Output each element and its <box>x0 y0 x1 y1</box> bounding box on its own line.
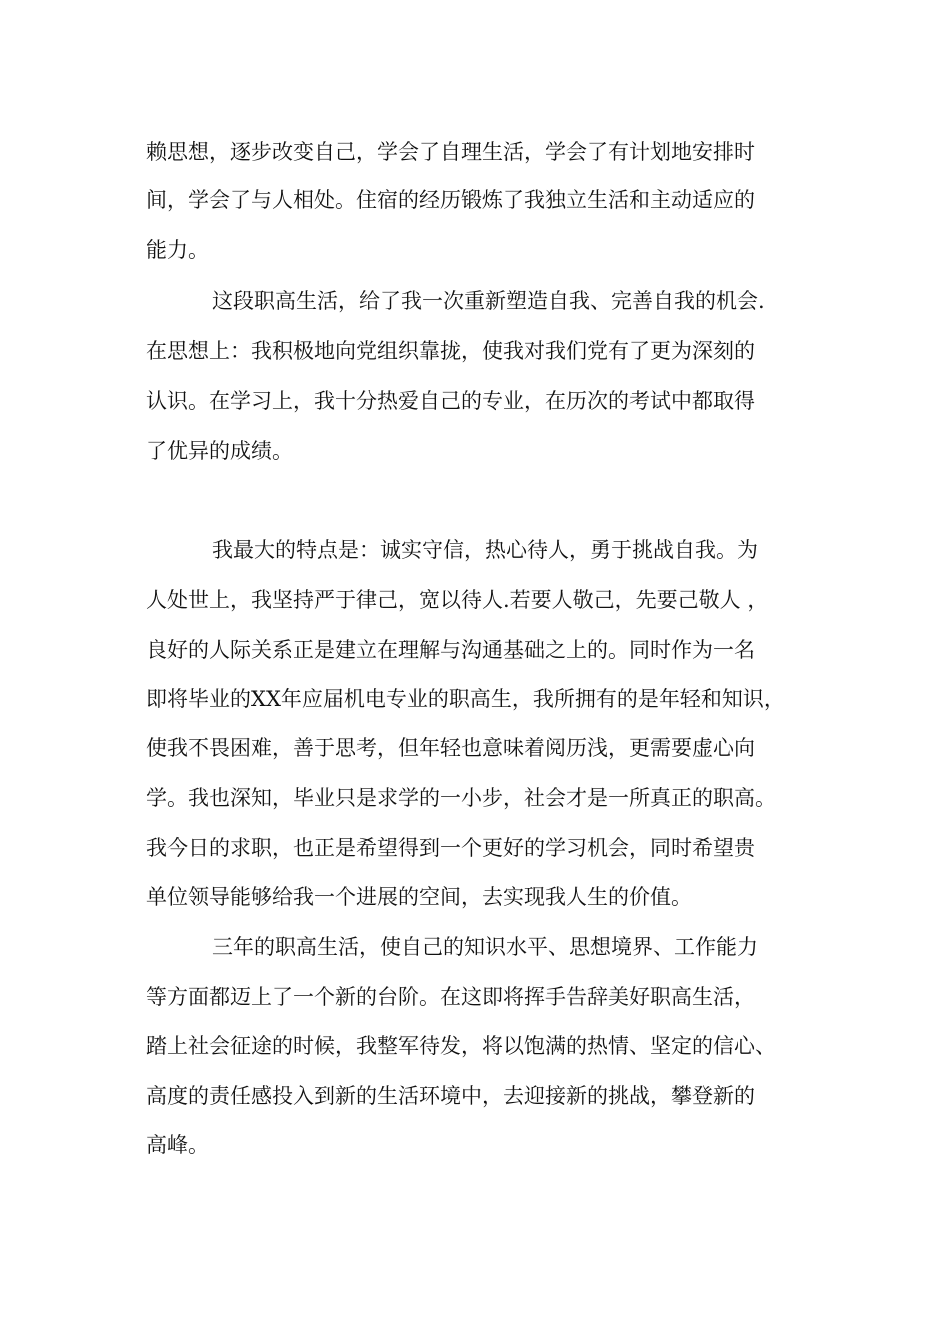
paragraph-3-line-2: 人处世上，我坚持严于律己，宽以待人.若要人敬己，先要己敬人 ， <box>146 588 769 612</box>
paragraph-4-line-4: 高度的责任感投入到新的生活环境中，去迎接新的挑战，攀登新的 <box>146 1084 755 1108</box>
paragraph-4-line-2: 等方面都迈上了一个新的台阶。在这即将挥手告辞美好职高生活， <box>146 985 755 1009</box>
paragraph-2-line-3: 认识。在学习上，我十分热爱自己的专业，在历次的考试中都取得 <box>146 389 755 413</box>
paragraph-2-line-1: 这段职高生活，给了我一次重新塑造自我、完善自我的机会. <box>212 289 765 313</box>
paragraph-3-line-4: 即将毕业的XX年应届机电专业的职高生，我所拥有的是年轻和知识， <box>146 687 785 711</box>
paragraph-3-line-7: 我今日的求职，也正是希望得到一个更好的学习机会，同时希望贵 <box>146 836 755 860</box>
paragraph-3-line-8: 单位领导能够给我一个进展的空间，去实现我人生的价值。 <box>146 885 692 909</box>
paragraph-4-line-3: 踏上社会征途的时候，我整军待发，将以饱满的热情、坚定的信心、 <box>146 1034 776 1058</box>
paragraph-3-line-3: 良好的人际关系正是建立在理解与沟通基础之上的。同时作为一名 <box>146 638 755 662</box>
paragraph-2-line-2: 在思想上：我积极地向党组织靠拢，使我对我们党有了更为深刻的 <box>146 339 755 363</box>
paragraph-4-line-5: 高峰。 <box>146 1133 209 1157</box>
paragraph-1-line-1: 赖思想，逐步改变自己，学会了自理生活，学会了有计划地安排时 <box>146 140 755 164</box>
paragraph-1-line-3: 能力。 <box>146 238 209 262</box>
paragraph-1-line-2: 间，学会了与人相处。住宿的经历锻炼了我独立生活和主动适应的 <box>146 188 755 212</box>
paragraph-4-line-1: 三年的职高生活，使自己的知识水平、思想境界、工作能力 <box>212 935 758 959</box>
paragraph-3-line-1: 我最大的特点是：诚实守信，热心待人，勇于挑战自我。为 <box>212 538 758 562</box>
paragraph-3-line-5: 使我不畏困难，善于思考，但年轻也意味着阅历浅，更需要虚心向 <box>146 736 755 760</box>
paragraph-3-line-6: 学。我也深知，毕业只是求学的一小步，社会才是一所真正的职高。 <box>146 786 776 810</box>
paragraph-2-line-4: 了优异的成绩。 <box>146 439 293 463</box>
